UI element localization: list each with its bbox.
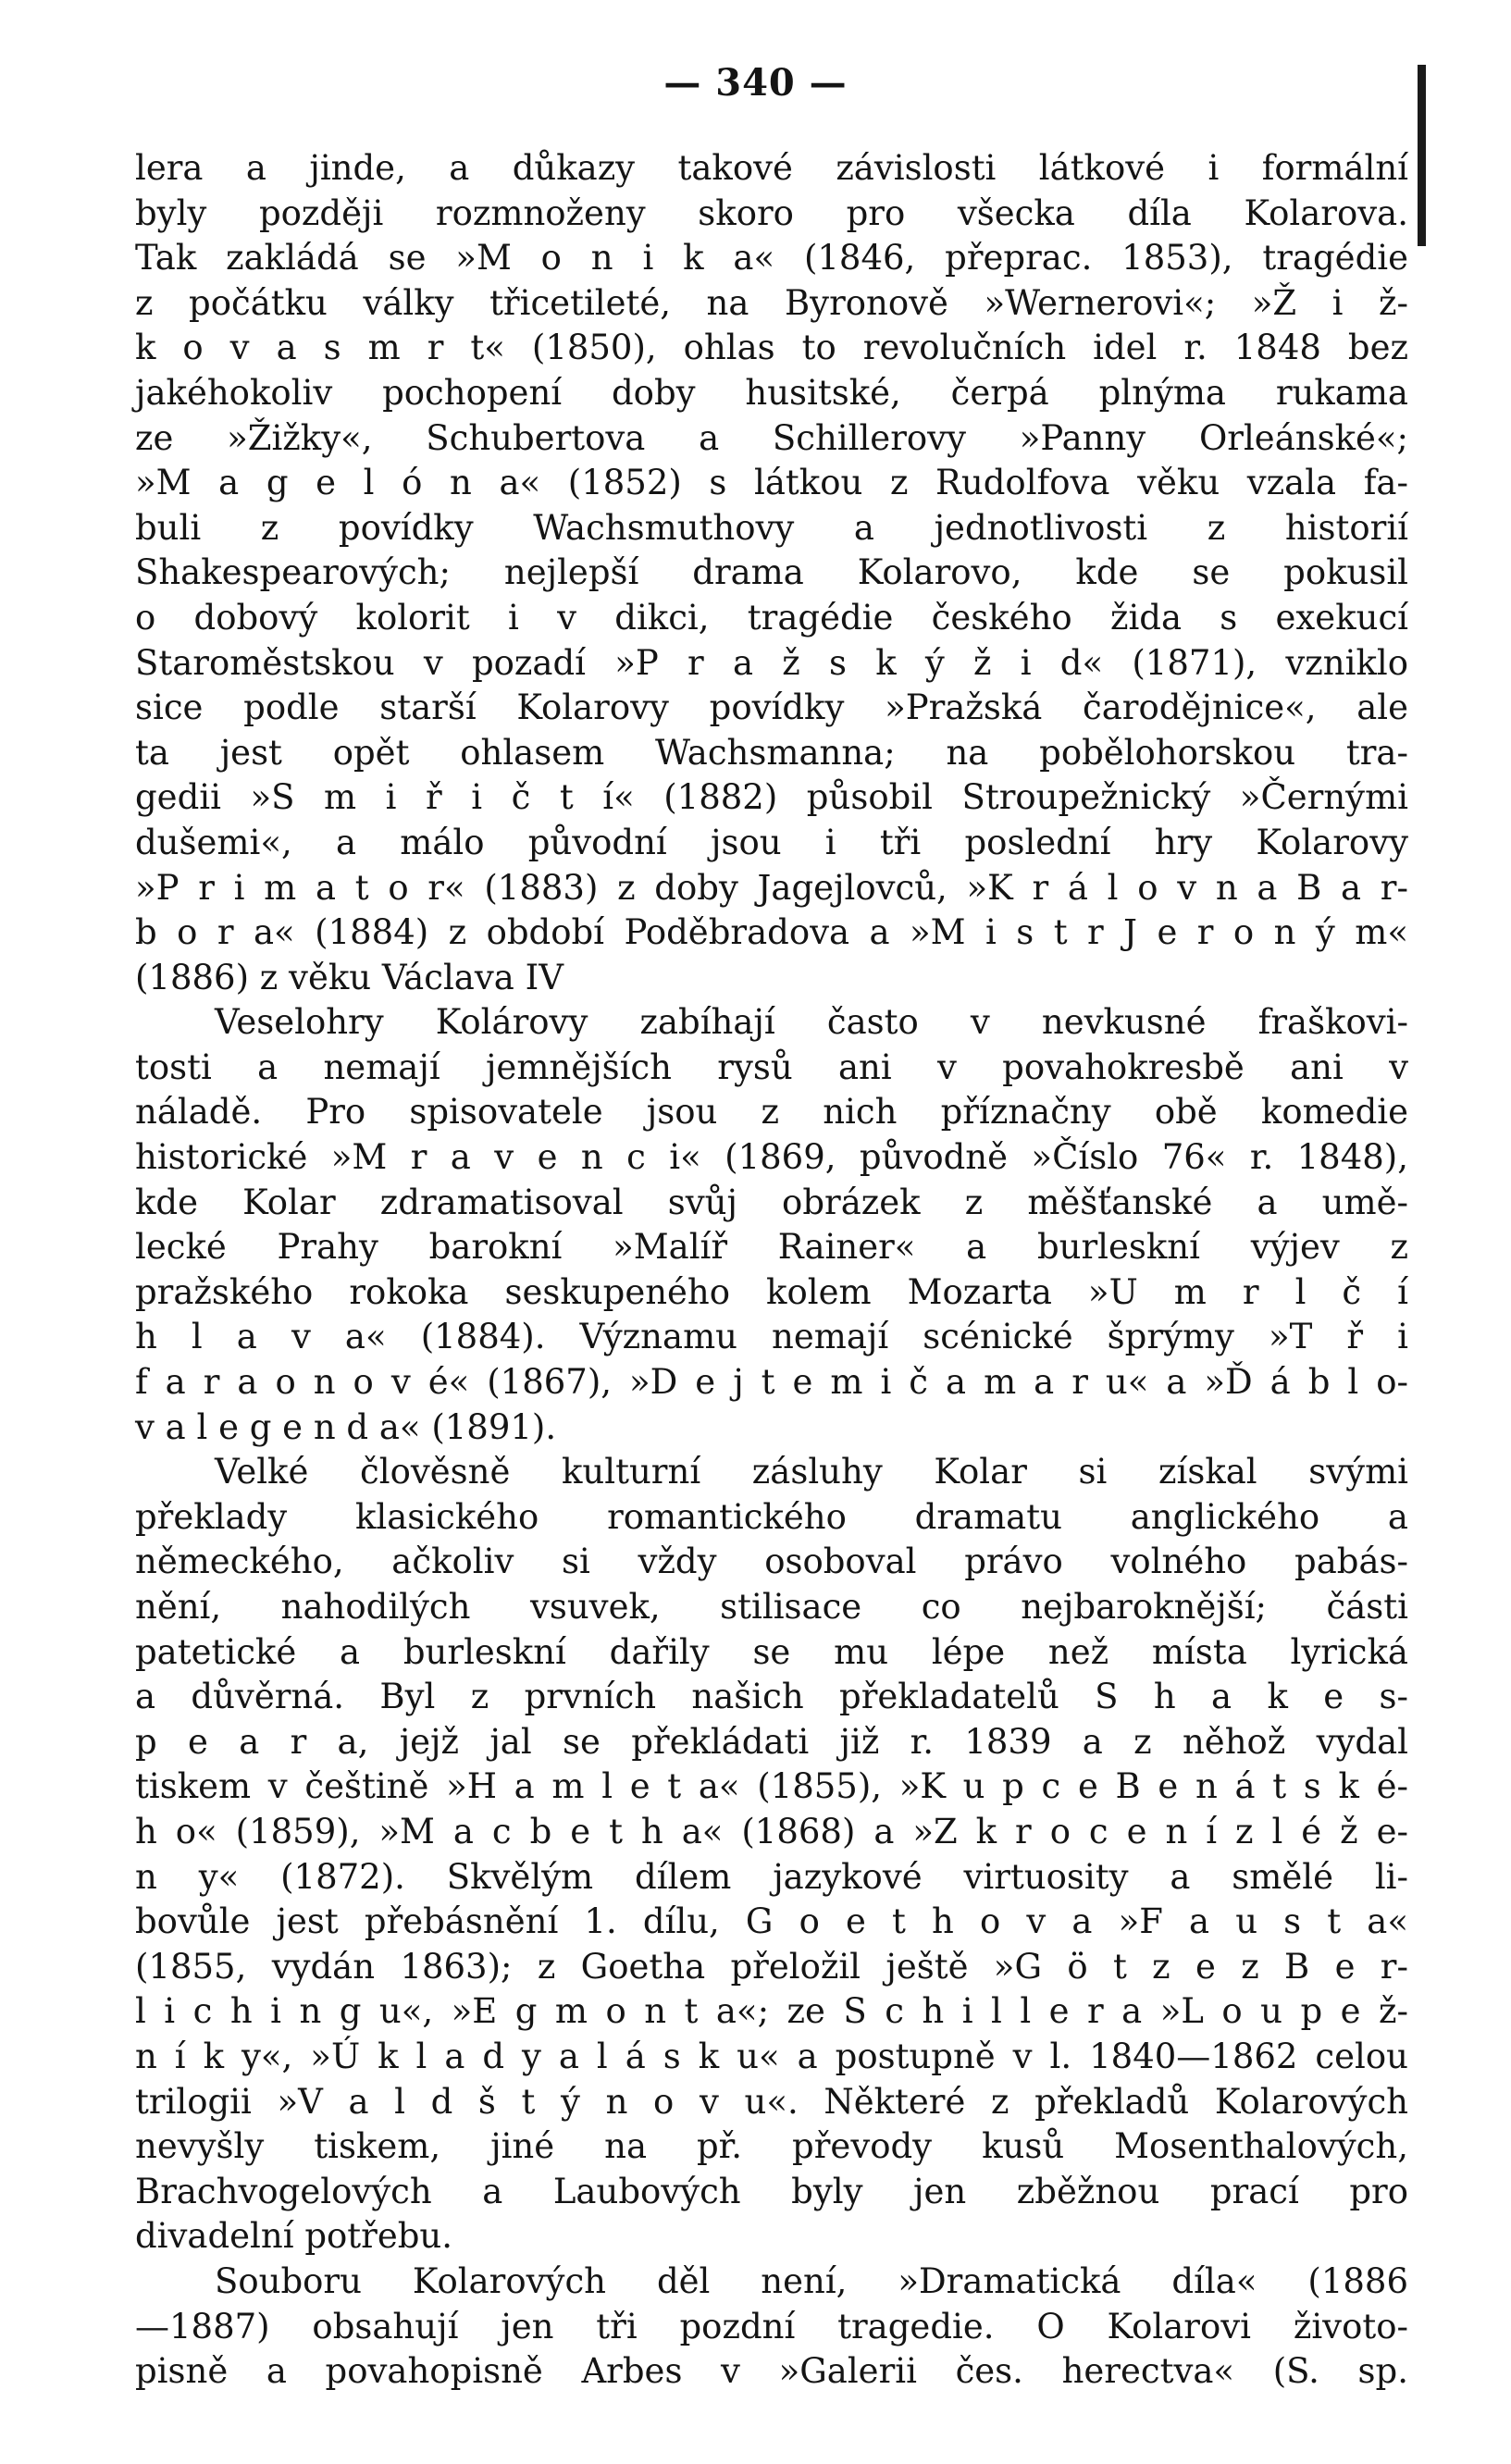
text-line: (1886) z věku Václava IV	[135, 957, 564, 997]
text-line: nění, nahodilých vsuvek, stilisace co nejbaroknější; části	[135, 1587, 1408, 1627]
text-line: h o« (1859), »M a c b e t h a« (1868) a »Z k r o c e n í z l é ž e-	[135, 1811, 1408, 1851]
text-line: p e a r a, jejž jal se překládati již r. 1839 a z něhož vydal	[135, 1721, 1408, 1762]
text-line: ze »Žižky«, Schubertova a Schillerovy »Panny Orleánské«;	[135, 417, 1408, 458]
text-line: pisně a povahopisně Arbes v »Galerii čes. herectva« (S. sp.	[135, 2351, 1408, 2392]
text-line: Souboru Kolarových děl není, »Dramatická díla« (1886	[215, 2260, 1408, 2301]
text-line: historické »M r a v e n c i« (1869, původně »Číslo 76« r. 1848),	[135, 1137, 1408, 1178]
text-line: nevyšly tiskem, jiné na př. převody kusů Mosenthalových,	[135, 2126, 1408, 2167]
text-line: »P r i m a t o r« (1883) z doby Jagejlovců, »K r á l o v n a B a r-	[135, 867, 1408, 908]
text-line: divadelní potřebu.	[135, 2216, 453, 2257]
text-line: Shakespearových; nejlepší drama Kolarovo, kde se pokusil	[135, 552, 1408, 593]
text-line: kde Kolar zdramatisoval svůj obrázek z měšťanské a umě-	[135, 1182, 1408, 1222]
text-line: —1887) obsahují jen tři pozdní tragedie. O Kolarovi životo-	[135, 2306, 1408, 2346]
page-number: — 340 —	[663, 61, 848, 105]
text-line: tiskem v češtině »H a m l e t a« (1855), »K u p c e B e n á t s k é-	[135, 1766, 1408, 1807]
text-line: o dobový kolorit i v dikci, tragédie českého žida s exekucí	[135, 597, 1408, 638]
text-line: ta jest opět ohlasem Wachsmanna; na pobělohorskou tra-	[135, 732, 1408, 773]
text-line: a důvěrná. Byl z prvních našich překladatelů S h a k e s-	[135, 1677, 1408, 1717]
text-line: lera a jinde, a důkazy takové závislosti látkové i formální	[135, 148, 1408, 188]
text-line: německého, ačkoliv si vždy osoboval právo volného pabás-	[135, 1542, 1408, 1582]
text-line: bovůle jest přebásnění 1. dílu, G o e t h o v a »F a u s t a«	[135, 1901, 1408, 1942]
text-line: Veselohry Kolárovy zabíhají často v nevkusné fraškovi-	[215, 1002, 1408, 1043]
text-line: náladě. Pro spisovatele jsou z nich příznačny obě komedie	[135, 1092, 1408, 1133]
text-line: buli z povídky Wachsmuthovy a jednotlivosti z historií	[135, 507, 1408, 548]
text-line: trilogii »V a l d š t ý n o v u«. Některé z překladů Kolarových	[135, 2081, 1408, 2122]
text-line: »M a g e l ó n a« (1852) s látkou z Rudolfova věku vzala fa-	[135, 463, 1408, 503]
text-line: lecké Prahy barokní »Malíř Rainer« a burleskní výjev z	[135, 1227, 1408, 1268]
text-line: (1855, vydán 1863); z Goetha přeložil ještě »G ö t z e z B e r-	[135, 1946, 1408, 1987]
text-line: v a l e g e n d a« (1891).	[135, 1406, 557, 1447]
text-line: byly později rozmnoženy skoro pro všecka díla Kolarova.	[135, 192, 1408, 233]
text-line: Tak zakládá se »M o n i k a« (1846, přeprac. 1853), tragédie	[135, 238, 1408, 279]
text-line: k o v a s m r t« (1850), ohlas to revolučních idel r. 1848 bez	[135, 328, 1408, 368]
text-line: n í k y«, »Ú k l a d y a l á s k u« a postupně v l. 1840—1862 celou	[135, 2036, 1408, 2076]
text-line: z počátku války třicetileté, na Byronově »Wernerovi«; »Ž i ž-	[135, 282, 1408, 323]
text-line: Velké člověsně kulturní zásluhy Kolar si získal svými	[215, 1452, 1408, 1492]
text-line: tosti a nemají jemnějších rysů ani v povahokresbě ani v	[135, 1046, 1408, 1087]
text-line: sice podle starší Kolarovy povídky »Pražská čarodějnice«, ale	[135, 687, 1408, 728]
text-line: l i c h i n g u«, »E g m o n t a«; ze S c h i l l e r a »L o u p e ž-	[135, 1991, 1408, 2032]
text-line: gedii »S m i ř i č t í« (1882) působil Stroupežnický »Černými	[135, 777, 1408, 818]
text-line: f a r a o n o v é« (1867), »D e j t e m i č a m a r u« a »Ď á b l o-	[135, 1362, 1408, 1403]
text-line: h l a v a« (1884). Významu nemají scénické šprýmy »T ř i	[135, 1317, 1408, 1357]
text-line: překlady klasického romantického dramatu anglického a	[135, 1496, 1408, 1537]
text-line: b o r a« (1884) z období Poděbradova a »M i s t r J e r o n ý m«	[135, 912, 1408, 953]
text-line: pražského rokoka seskupeného kolem Mozarta »U m r l č í	[135, 1271, 1408, 1312]
text-line: jakéhokoliv pochopení doby husitské, čerpá plnýma rukama	[135, 372, 1408, 413]
text-line: patetické a burleskní dařily se mu lépe než místa lyrická	[135, 1631, 1408, 1672]
body-text	[135, 146, 1408, 2395]
text-line: Brachvogelových a Laubových byly jen zběžnou prací pro	[135, 2171, 1408, 2211]
text-line: Staroměstskou v pozadí »P r a ž s k ý ž i d« (1871), vzniklo	[135, 642, 1408, 683]
page-edge-mark	[1418, 65, 1426, 246]
text-line: dušemi«, a málo původní jsou i tři poslední hry Kolarovy	[135, 822, 1408, 862]
text-line: n y« (1872). Skvělým dílem jazykové virtuosity a smělé li-	[135, 1856, 1408, 1897]
